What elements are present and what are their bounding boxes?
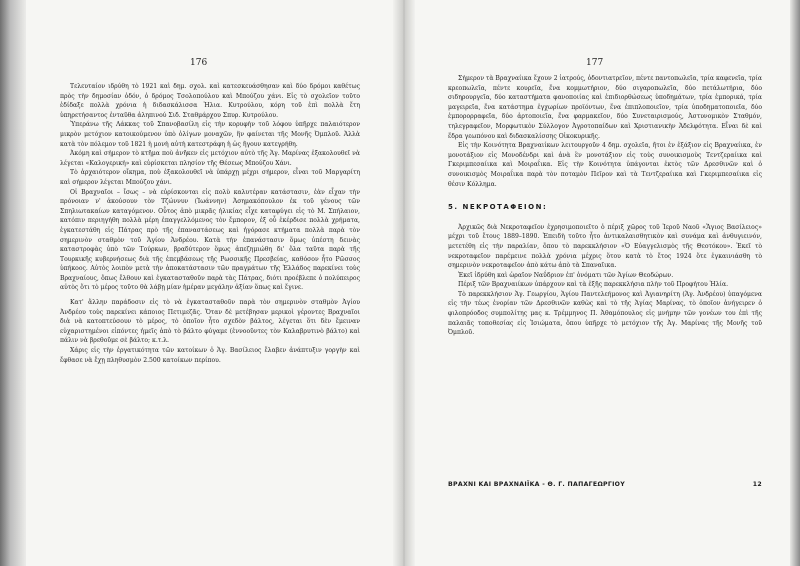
paragraph: Ἐκεῖ ἱδρύθη καὶ ὡραῖον Ναΰδριον ἐπ' ὀνόματι τῶν Ἁγίων Θεοδώρων. [458,271,674,279]
right-scan-edge [790,0,800,566]
paragraph: Κατ' ἄλλην παράδοσιν εἰς τὸ νὰ ἐγκατασταθοῦν παρὰ τὸν σημερινὸν σταθμὸν Ἁγίου Ἀνδρέου τοὺς παρεκίνει κάποιος Πετιμεζᾶς. Ὅταν δὲ μετέβησαν μερικοὶ γέροντες Βραχναῖοι διὰ νὰ κατοπτεύσουν τὸ μέρος, τὸ ὁποῖον ἦτο σχεδὸν βάλτος, λέγεται ὅτι δὲν ἔμειναν εὐχαριστημένοι εἰπόντες ἡμεῖς ἀπὸ τὸ βάλτο φύγαμε (ἐννοοῦντες τὸν Καλαβρυτινὸ βάλτο) καὶ πάλιν νὰ βρεθοῦμε σὲ βάλτο; κ.τ.λ. [60,299,360,345]
footer-title: ΒΡΑΧΝΙ ΚΑΙ ΒΡΑΧΝΑΙΪΚΑ - Θ. Γ. ΠΑΠΑΓΕΩΡΓΙΟΥ [448,481,626,488]
paragraph: Ἀρχικῶς διὰ Νεκροταφεῖον ἐχρησιμοποιεῖτο ὁ πέριξ χῶρος τοῦ Ἱεροῦ Ναοῦ «Ἅγιος Βασίλειος» μέχρι τοῦ ἔτους 1889–1890. Ἐπειδὴ τοῦτο ἦτο ἀντικαλαισθητικὸν καὶ συνάμα καὶ ἀνθυγιεινόν, μετετέθη εἰς τὴν παραλίαν, ὅπου τὸ παρεκκλήσιον «Ὁ Εὐαγγελισμὸς τῆς Θεοτόκου». Ἐκεῖ τὸ νεκροταφεῖον παρέμεινε πολλὰ χρόνια μέχρις ὅτου κατὰ τὸ ἔτος 1924 ὅτε ἐγκαινιάσθη τὸ σημερινὸν νεκροταφεῖον ἀπὸ κάτω ἀπὸ τὰ Σπαναῖικα. [448,223,762,270]
footer-page-number: 12 [752,481,762,488]
paragraph: Ὑπεράνω τῆς Λάκκας τοῦ Σπανοβασίλη εἰς τὴν κορυφὴν τοῦ λόφου ὑπῆρχε παλαιότερον μικρὸν μετόχιον κατοικούμενον ὑπὸ ὀλίγων μοναχῶν, ἣν φαίνεται τῆς Μονῆς Ὀμπλοῦ. Ἀλλὰ κατὰ τὸν πόλεμον τοῦ 1821 ἡ μονὴ αὐτὴ κατεστράφη ἡ ὡς ἥγουν κατεγρήθη. [60,121,360,148]
paragraph: Τὸ παρεκκλήσιον Ἁγ. Γεωργίου, Ἁγίου Παντελεήμονος καὶ Ἀγιανηρίτη (Ἁγ. Ἀνδρέου) ὑπαγόμενα εἰς τὴν τέως ἐνορίαν τῶν Δρεσθινῶν καθὼς καὶ τὸ τῆς Ἁγίας Μαρίνας, τὸ ὁποῖον ἀνήγειρεν ὁ φιλοπρόοδος συμπολίτης μας κ. Τρέμμηνος Π. Ἀθαμόπουλος εἰς μνήμην τῶν γονέων του ἐπὶ τῆς παλαιᾶς τοποθεσίας εἰς Ἰσιώματα, ὅπου ὑπῆρχε τὸ μετόχιον τῆς Ἁγ. Μαρίνας τῆς Μονῆς τοῦ Ὀμπλοῦ. [448,290,762,337]
left-page [60,0,360,566]
left-page-number: 176 [190,58,208,68]
page-footer [448,481,762,488]
paragraph: Πέριξ τῶν Βραχναιίκων ὑπάρχουν καὶ τὰ ἑξῆς παρεκκλήσια πλὴν τοῦ Προφήτου Ἠλία. [458,281,728,289]
paragraph: Τελευταίον ιδρύθη τὸ 1921 καὶ δημ. σχολ. καὶ κατεσκευάσθησαν καὶ δύο δρόμοι καθέτως πρὸς τὴν δημοσίαν ὁδόν, ὁ δρόμος Τσολοπούλου καὶ Μπούζου χάνι. Εἰς τὸ σχολεῖον τοῦτο ἐδίδαξε πολλὰ χρόνια ἡ διδασκάλισσα Ἠλια. Κυτρούλου, κόρη τοῦ ἐπὶ πολλὰ ἔτη ὑπηρετήσαντος ἐνταῦθα ἀληπινού Σιδ. Σταθμάρχου Σπυρ. Κυτρούλου. [60,83,360,119]
left-page-body [60,82,360,365]
section-heading: 5. ΝΕΚΡΟΤΑΦΕΙΟΝ: [448,203,548,212]
paragraph: Ἀκόμη καὶ σήμερον τὸ κτῆμα ποὺ ἀνῆκεν εἰς μετόχιον αὐτὸ τῆς Ἁγ. Μαρίνας ἐξακολουθεῖ νὰ λέγεται «Καλογερική» καὶ εὑρίσκεται πλησίον τῆς Θέσεως Μπούζου Χάνι. [60,150,360,167]
paragraph: Οἱ Βραχναῖοι – ἴσως – νὰ εὑρίσκονται εἰς πολὺ καλυτέραν κατάστασιν, ἐὰν εἶχαν τὴν πρόνοιαν ν' ἀκούσουν τὸν Τζώννυν (Ἰωάννην) Ἀσημακόπουλον ἐκ τοῦ γένους τῶν Σπηλιωτακαίων καταγόμενον. Οὗτος ἀπὸ μικρᾶς ἡλικίας εἶχε καταφύγει εἰς τὸ Μ. Σπήλαιον, κατόπιν περιηγήθη πολλὰ μέρη ἐπαγγελλόμενος τὸν ἔμπορον, ἐξ οὗ ἐκέρδισε πολλὰ χρήματα, ἐγκατεστάθη εἰς Πάτρας πρὸ τῆς ἐπαναστάσεως καὶ ἠγόρασε κτήματα πολλὰ παρὰ τὸν σημερινὸν σταθμὸν τοῦ Ἁγίου Ἀνδρέου. Κατὰ τὴν ἐπανάστασιν ὅμως ὑπέστη δεινὰς καταστροφὰς ὑπὸ τῶν Τούρκων, βραδύτερον ὅμως ἀπεζημιώθη δι' ὅλα ταῦτα παρὰ τῆς Τουρκικῆς κυβερνήσεως διὰ τῆς ἐπεμβάσεως τῆς Ρωσσικῆς Πρεσβείας, καθόσον ἦτο Ρῶσσος ὑπήκοος. Αὐτὸς λοιπὸν μετὰ τὴν ἀποκατάστασιν τῶν πραγμάτων τῆς Ἑλλάδος παρεκίνει τοὺς Βραχναίους, ὅπως ἔλθουν καὶ ἐγκατασταθοῦν παρὰ τὰς Πάτρας, διότι προέβλεπε ὁ πολύπειρος αὐτὸς ὅτι τὸ μέρος τοῦτο θὰ λάβῃ μίαν ἡμέραν μεγάλην ἀξίαν ὅπως καὶ ἔγινε. [60,188,360,292]
paragraph: Χάρις εἰς τὴν ἐργατικότητα τῶν κατοίκων ὁ Ἁγ. Βασίλειος ἔλαβεν ἀνάπτυξιν γοργὴν καὶ ἔφθασε νὰ ἔχῃ πληθυσμὸν 2.500 κατοίκων περίπου. [60,347,360,364]
paragraph: Σήμερον τὰ Βραχναίικα ἔχουν 2 ἰατρούς, ὀδοντιατρεῖον, πέντε παντοπωλεῖα, τρία καφενεῖα, τρία κρεοπωλεῖα, πέντε κουρεῖα, ἕνα κομμωτήριον, δύο σιγαροπωλεῖα, δύο πετάλωτήρια, δύο σιδηρουργεῖα, δύο καταστήματα φανοποιίας καὶ ἐπιδιορθώσεως ὑποδημάτων, τρία ἐμπορικά, τρία μαγειρεῖα, ἕνα κατάστημα ἐγχωρίων προϊόντων, ἕνα ἐπιπλοποιεῖον, τρία ὑποδηματοποιεῖα, δύο ἐμπορορραφεῖα, δύο ἀρτοποιεῖα, ἕνα φαρμακεῖον, δύο Συνεταιρισμούς, Ἀστυνομικὸν Σταθμόν, τηλεγραφεῖον, Μορφωτικὸν Σύλλογον Ἀγροτοπαίδων καὶ Χριστιανικὴν Ἀδελφότητα. Εἶναι δὲ καὶ ἕδρα γεωπόνου καὶ διδασκαλίσσης Οἰκοκυρικῆς. [448,75,762,140]
left-scan-edge [0,0,26,566]
right-page-number: 177 [586,58,604,68]
right-page-body [448,74,762,338]
right-page [448,0,762,566]
paragraph: Εἰς τὴν Κοινότητα Βραχναιίκων λειτουργοῦν 4 δημ. σχολεῖα, ἤτοι ἐν ἑξάξιον εἰς Βραχναίικα, ἐν μονοτάξιον εἰς Μονοδένδρι καὶ ἀνὰ ἓν μονοτάξιον εἰς τοὺς συνοικισμοὺς Τεντζεραίικα καὶ Γκεριμπεσαίικα καὶ Μοιραΐικα. Εἰς τὴν Κοινότητα ὑπάγονται ἐκτὸς τῶν Δρεσθινῶν καὶ ὁ συνοικισμὸς Μοιραΐικα παρὰ τὸν ποταμὸν Πεῖρον καὶ τὰ Τεντζεραίικα καὶ Γκεριμπεσαίικα εἰς θέσιν Κόλλημα. [448,142,762,188]
book-gutter [393,0,415,566]
paragraph: Τὸ ἀρχαιότερον οἴκημα, ποὺ ἐξακολουθεῖ νὰ ὑπάρχῃ μέχρι σήμερον, εἶναι τοῦ Μαργαρίτη καὶ σήμερον λέγεται Μπούζου χάνι. [60,169,360,186]
